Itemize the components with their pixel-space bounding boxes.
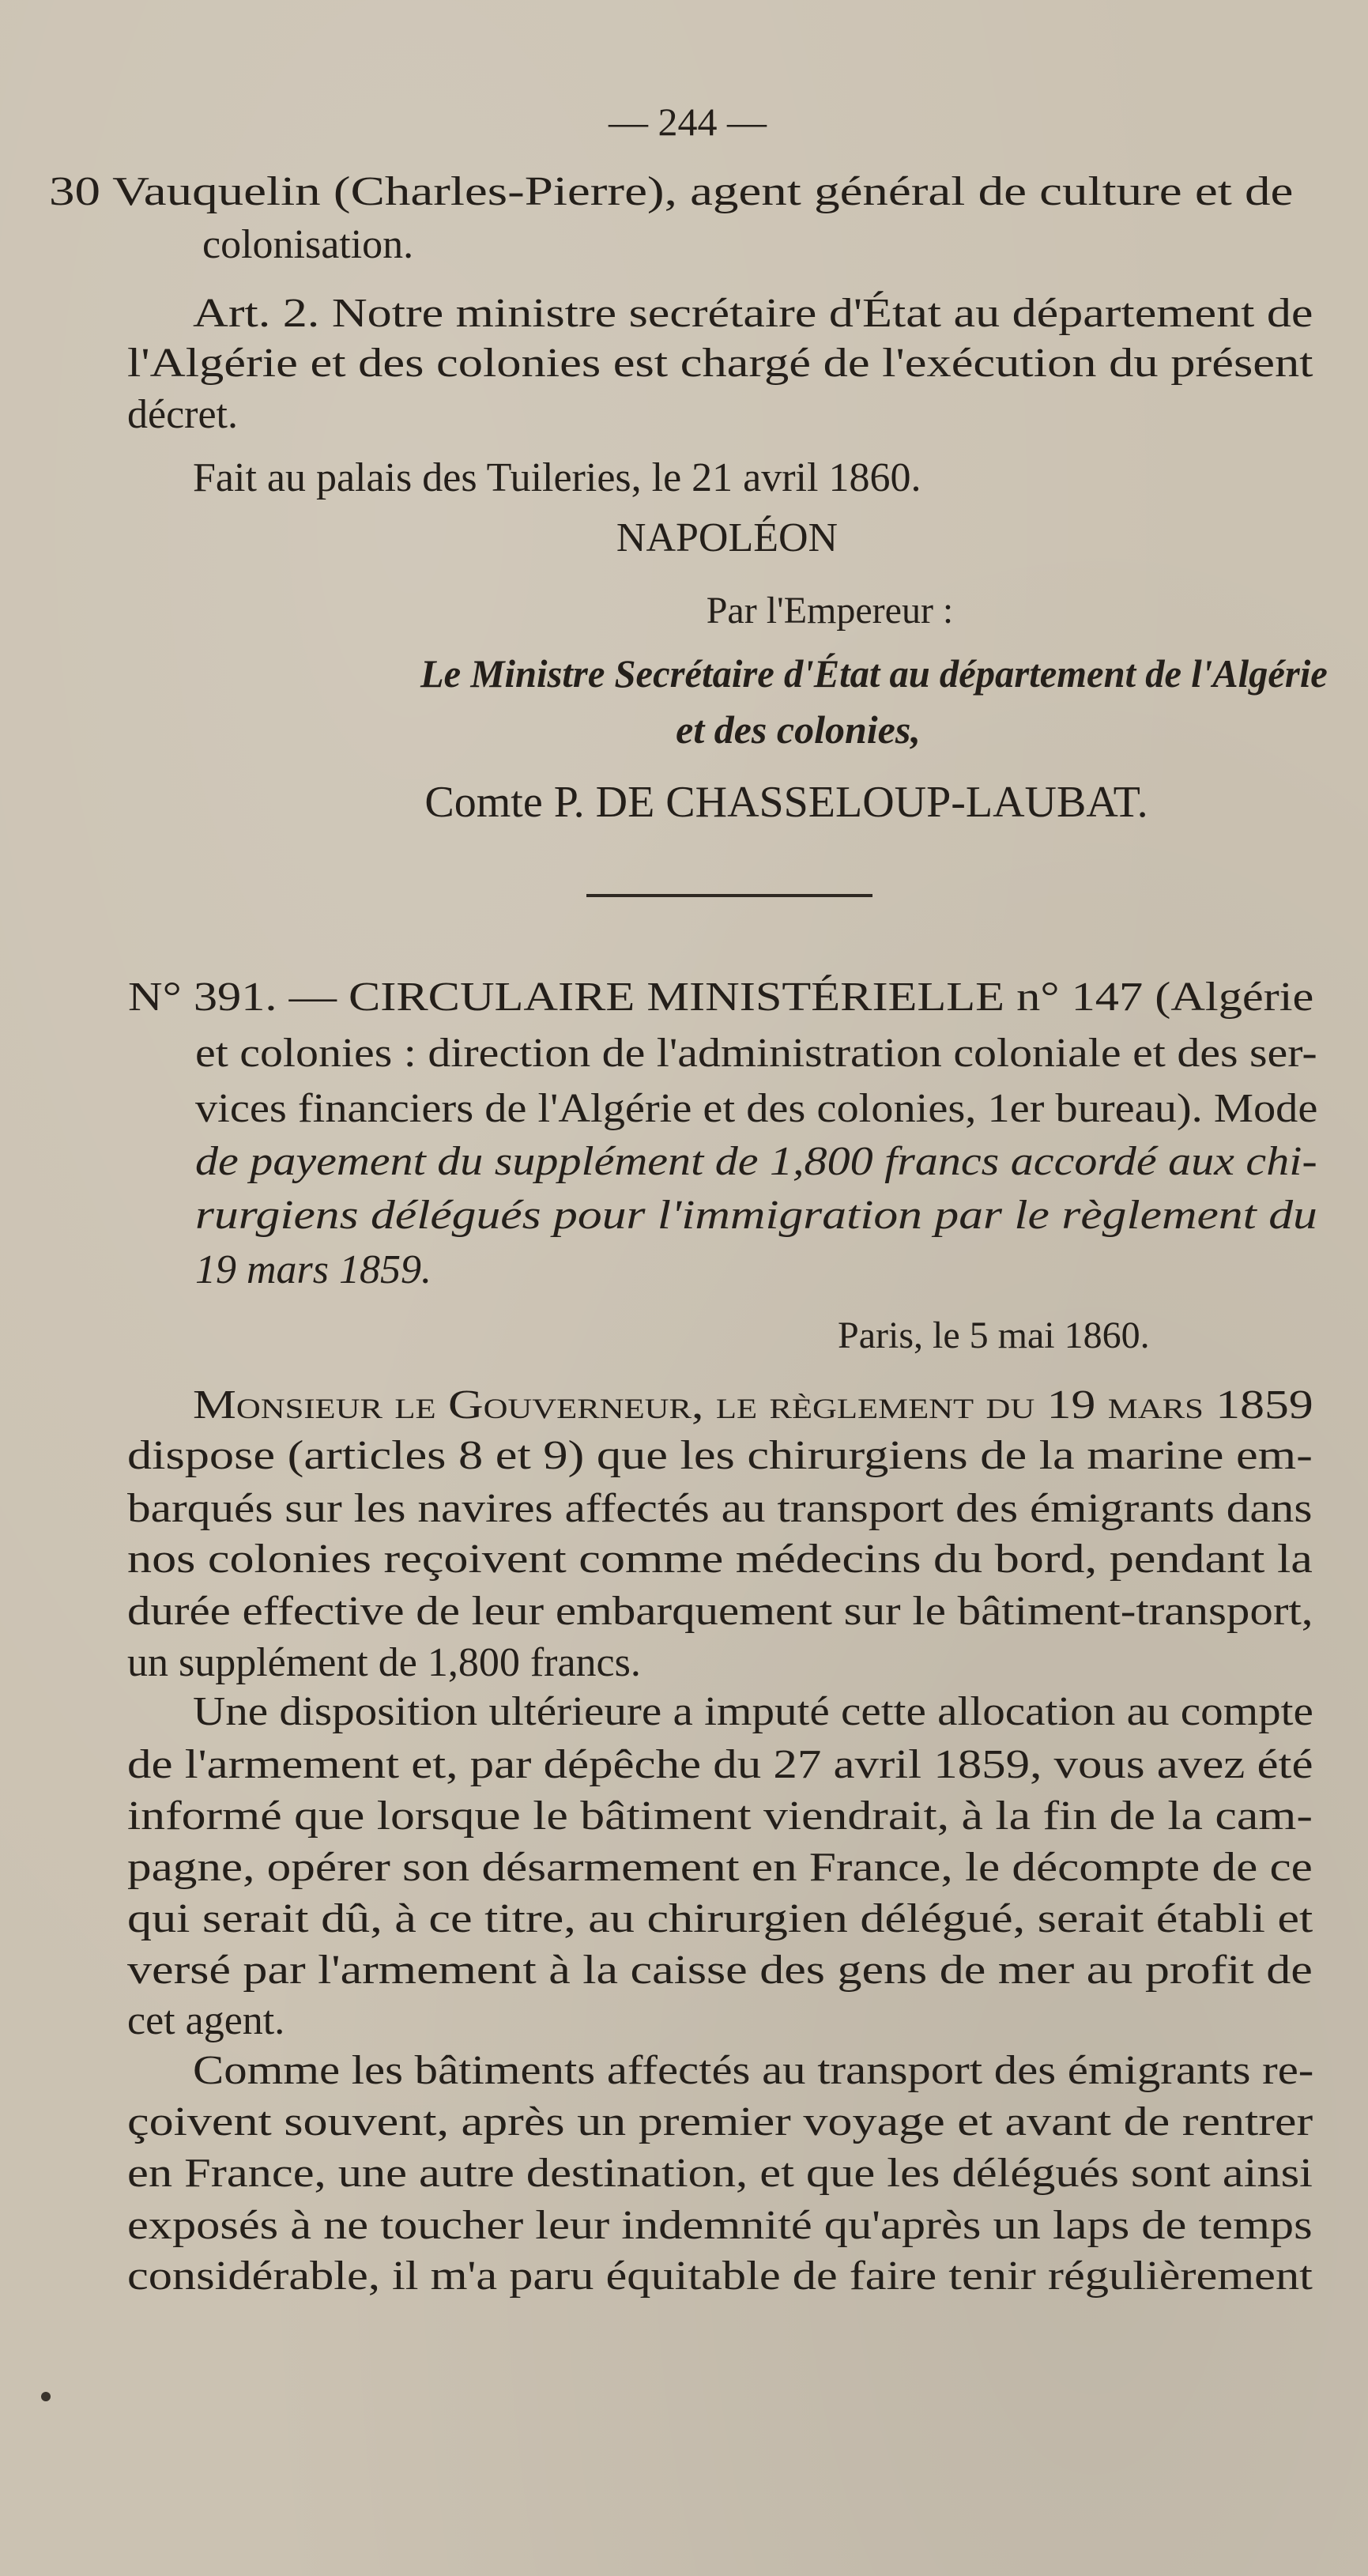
text-line: Comme les bâtiments affectés au transport des émigrants re- bbox=[193, 2048, 1314, 2093]
text-line: Art. 2. Notre ministre secrétaire d'État au département de bbox=[193, 291, 1313, 336]
text-line: cet agent. bbox=[127, 1998, 285, 2043]
text-line: barqués sur les navires affectés au transport des émigrants dans bbox=[127, 1486, 1313, 1531]
text-line: Le Ministre Secrétaire d'État au département de l'Algérie bbox=[420, 651, 1328, 696]
text-line: exposés à ne toucher leur indemnité qu'après un laps de temps bbox=[127, 2203, 1313, 2248]
text-line: en France, une autre destination, et que les délégués sont ainsi bbox=[127, 2151, 1313, 2196]
text-line: pagne, opérer son désarmement en France, le décompte de ce bbox=[127, 1845, 1313, 1890]
text-line: et des colonies, bbox=[676, 707, 921, 752]
text-line: Une disposition ultérieure a imputé cette allocation au compte bbox=[193, 1689, 1313, 1734]
signature-name: NAPOLÉON bbox=[616, 515, 839, 560]
page-number: — 244 — bbox=[609, 100, 767, 144]
text-line: colonisation. bbox=[202, 222, 414, 267]
text-line: de payement du supplément de 1,800 francs accordé aux chi- bbox=[195, 1139, 1317, 1184]
text-line: dispose (articles 8 et 9) que les chirurgiens de la marine em- bbox=[127, 1433, 1313, 1478]
text-line: rurgiens délégués pour l'immigration par le règlement du bbox=[195, 1193, 1317, 1238]
text-line: Par l'Empereur : bbox=[706, 590, 954, 632]
circular-heading: N° 391. — CIRCULAIRE MINISTÉRIELLE n° 147 (Algérie bbox=[128, 975, 1314, 1020]
text-line: vices financiers de l'Algérie et des colonies, 1er bureau). Mode bbox=[195, 1086, 1318, 1131]
text-line: 30 Vauquelin (Charles-Pierre), agent général de culture et de bbox=[49, 169, 1294, 214]
text-line: durée effective de leur embarquement sur le bâtiment-transport, bbox=[127, 1589, 1313, 1634]
text-line: çoivent souvent, après un premier voyage et avant de rentrer bbox=[127, 2099, 1313, 2144]
text-line: informé que lorsque le bâtiment viendrait, à la fin de la cam- bbox=[127, 1793, 1313, 1839]
signatory: Comte P. DE CHASSELOUP-LAUBAT. bbox=[424, 778, 1148, 827]
text-line: l'Algérie et des colonies est chargé de l'exécution du présent bbox=[127, 341, 1313, 386]
text-line: nos colonies reçoivent comme médecins du bord, pendant la bbox=[127, 1537, 1313, 1582]
text-line: décret. bbox=[127, 392, 239, 437]
text-line: un supplément de 1,800 francs. bbox=[127, 1640, 641, 1685]
text-line: Monsieur le Gouverneur, le règlement du 19 mars 1859 bbox=[193, 1382, 1313, 1428]
ink-speck bbox=[41, 2392, 51, 2401]
text-line: qui serait dû, à ce titre, au chirurgien délégué, serait établi et bbox=[127, 1896, 1313, 1941]
text-line: Fait au palais des Tuileries, le 21 avril 1860. bbox=[193, 455, 921, 500]
text-line: 19 mars 1859. bbox=[195, 1247, 432, 1292]
dateline: Paris, le 5 mai 1860. bbox=[838, 1314, 1150, 1356]
text-line: de l'armement et, par dépêche du 27 avril 1859, vous avez été bbox=[127, 1742, 1313, 1787]
text-line: et colonies : direction de l'administration coloniale et des ser- bbox=[195, 1031, 1317, 1076]
text-line: versé par l'armement à la caisse des gens de mer au profit de bbox=[127, 1948, 1313, 1993]
section-rule bbox=[586, 894, 872, 897]
text-line: considérable, il m'a paru équitable de faire tenir régulièrement bbox=[127, 2254, 1313, 2299]
